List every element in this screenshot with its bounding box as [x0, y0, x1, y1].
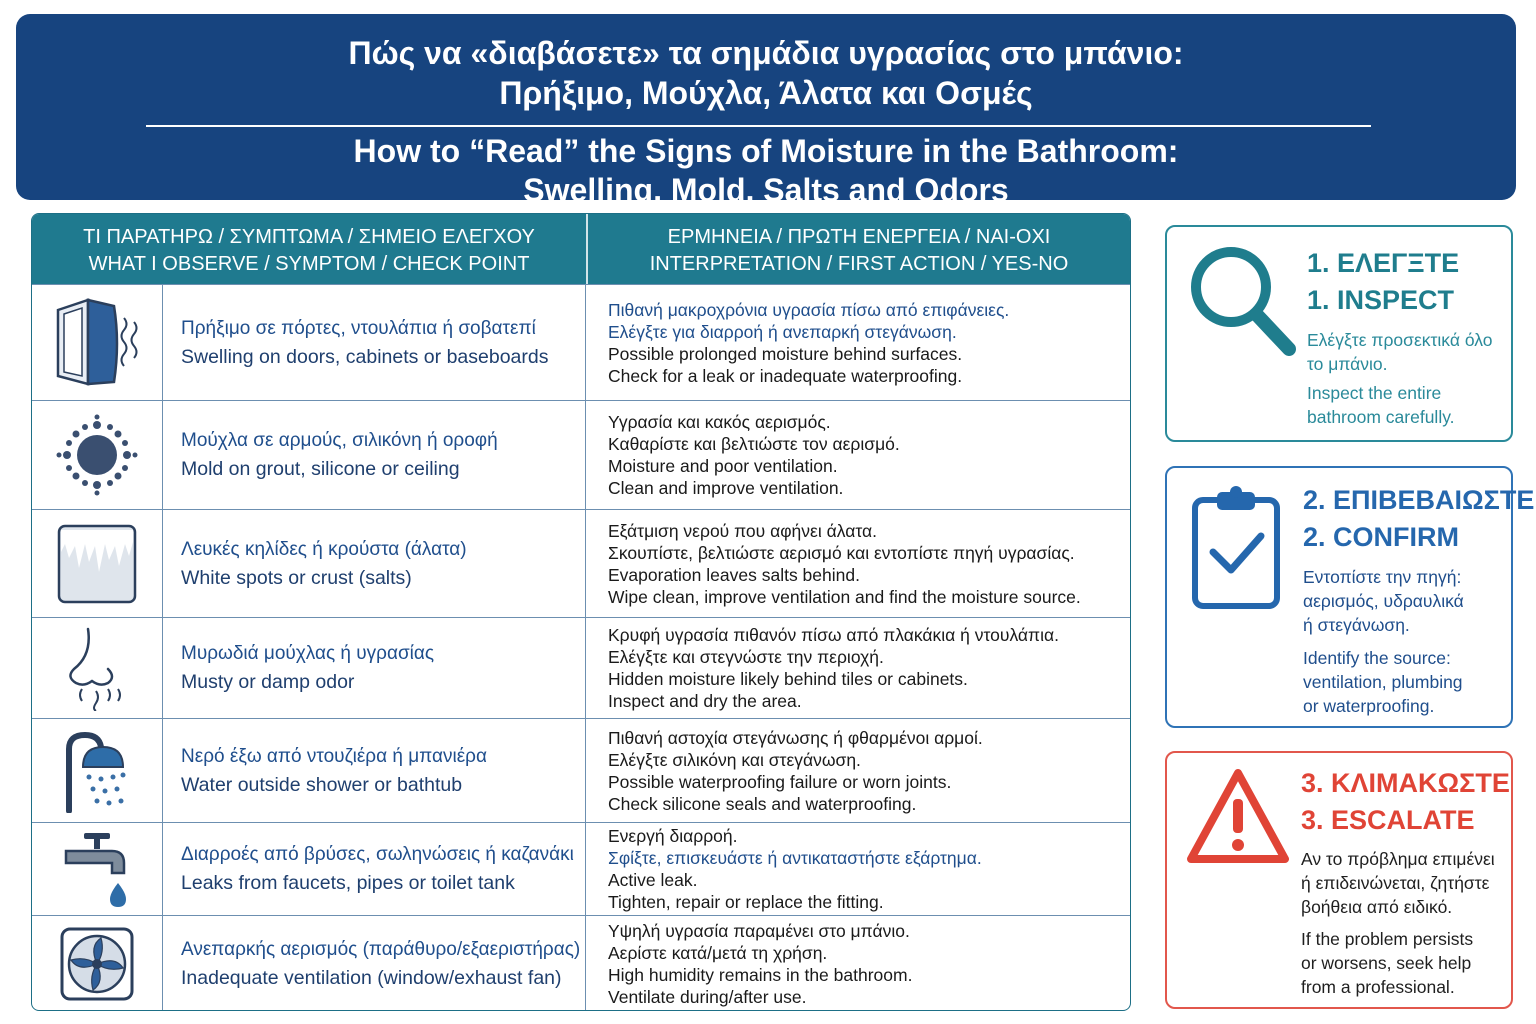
- clipboard-check-icon: [1189, 484, 1285, 612]
- step-text-greek-2: το μπάνιο.: [1307, 354, 1388, 374]
- salt-crust-icon: [55, 522, 139, 606]
- symptom-greek: Μούχλα σε αρμούς, σιλικόνη ή οροφή: [181, 430, 498, 451]
- title-english-line1: How to “Read” the Signs of Moisture in the Bathroom:: [353, 133, 1179, 169]
- step-text-english-1: Inspect the entire: [1307, 383, 1442, 403]
- step-text-greek-1: Ελέγξτε προσεκτικά όλο: [1307, 330, 1493, 350]
- symptom-english: Water outside shower or bathtub: [181, 773, 463, 796]
- action-cell: [586, 719, 1131, 822]
- action-greek-1: Πιθανή αστοχία στεγάνωσης ή φθαρμένοι αρμοί.: [608, 727, 983, 748]
- symptom-greek: Μυρωδιά μούχλας ή υγρασίας: [181, 643, 435, 664]
- row-icon-cell: [32, 719, 163, 822]
- title-divider: [146, 125, 1371, 127]
- action-english-1: Possible waterproofing failure or worn joints.: [608, 771, 952, 792]
- action-greek-2: Ελέγξτε για διαρροή ή ανεπαρκή στεγάνωση.: [608, 321, 957, 342]
- table-row: [32, 617, 1130, 718]
- symptom-cell: [163, 618, 586, 718]
- action-greek-2: Σκουπίστε, βελτιώστε αερισμό και εντοπίστε πηγή υγρασίας.: [608, 542, 1075, 563]
- step-title-english: 1. INSPECT: [1307, 285, 1455, 315]
- step-card-escalate: [1165, 751, 1513, 1009]
- symptom-cell: [163, 401, 586, 509]
- action-greek-1: Ενεργή διαρροή.: [608, 826, 738, 846]
- table-header: [32, 214, 1130, 284]
- symptom-english: Musty or damp odor: [181, 671, 355, 693]
- action-english-1: Possible prolonged moisture behind surfaces.: [608, 343, 963, 364]
- step-text-english: [1301, 927, 1511, 999]
- symptom-english: Swelling on doors, cabinets or baseboards: [181, 345, 549, 368]
- step-text-english-1: If the problem persists: [1301, 929, 1474, 949]
- step-text-greek: [1307, 328, 1507, 376]
- step-text-greek: [1301, 847, 1511, 919]
- action-greek-1: Πιθανή μακροχρόνια υγρασία πίσω από επιφάνειες.: [608, 299, 1010, 320]
- action-english-2: Ventilate during/after use.: [608, 987, 807, 1007]
- step-text-english: [1307, 381, 1507, 429]
- row-icon-cell: [32, 618, 163, 718]
- step-text-greek-1: Αν το πρόβλημα επιμένει: [1301, 849, 1495, 869]
- action-greek-2: Ελέγξτε και στεγνώστε την περιοχή.: [608, 647, 884, 667]
- step-text-english-2: or worsens, seek help: [1301, 953, 1472, 973]
- title-greek-line2: Πρήξιμο, Μούχλα, Άλατα και Οσμές: [499, 75, 1033, 111]
- step-card-inspect: [1165, 225, 1513, 442]
- step-text-greek-1: Εντοπίστε την πηγή:: [1303, 567, 1462, 587]
- column-header-symptom: [32, 224, 586, 278]
- symptom-english: Inadequate ventilation (window/exhaust fan): [181, 967, 562, 989]
- table-row: [32, 822, 1130, 915]
- step-title-greek: 2. ΕΠΙΒΕΒΑΙΩΣΤΕ: [1303, 485, 1535, 515]
- step-text-english: [1303, 646, 1508, 718]
- step-title: [1303, 482, 1534, 556]
- step-text-greek-3: βοήθεια από ειδικό.: [1301, 897, 1453, 917]
- column-header-action-english: INTERPRETATION / FIRST ACTION / YES-NO: [649, 253, 1069, 275]
- step-title-greek: 1. ΕΛΕΓΞΤΕ: [1307, 248, 1460, 278]
- step-title-greek: 3. ΚΛΙΜΑΚΩΣΤΕ: [1301, 768, 1510, 798]
- action-greek-1: Κρυφή υγρασία πιθανόν πίσω από πλακάκια ή ντουλάπια.: [608, 625, 1059, 645]
- title-english-line2: Swelling, Mold, Salts and Odors: [523, 172, 1009, 208]
- step-card-confirm: [1165, 466, 1535, 728]
- nose-odor-icon: [62, 625, 132, 711]
- action-greek-1: Υγρασία και κακός αερισμός.: [608, 412, 831, 432]
- action-english-2: Check for a leak or inadequate waterproofing.: [608, 365, 963, 386]
- symptom-english: White spots or crust (salts): [181, 566, 412, 589]
- action-english-2: Check silicone seals and waterproofing.: [608, 793, 917, 814]
- action-english-2: Wipe clean, improve ventilation and find the moisture source.: [608, 586, 1081, 607]
- action-english-1: Active leak.: [608, 870, 698, 890]
- table-row: [32, 400, 1130, 509]
- row-icon-cell: [32, 285, 163, 400]
- mold-spores-icon: [55, 413, 139, 497]
- row-icon-cell: [32, 401, 163, 509]
- magnifier-icon: [1187, 243, 1299, 361]
- swollen-door-icon: [52, 296, 142, 390]
- step-text-english-3: from a professional.: [1301, 977, 1455, 997]
- step-title: [1301, 765, 1510, 839]
- table-row: [32, 915, 1130, 1011]
- step-text-greek-2: αερισμός, υδραυλικά: [1303, 591, 1464, 611]
- step-text-english-2: bathroom carefully.: [1307, 407, 1455, 427]
- symptom-cell: [163, 719, 586, 822]
- step-title-english: 2. CONFIRM: [1303, 522, 1460, 552]
- action-english-2: Clean and improve ventilation.: [608, 478, 844, 498]
- action-cell: [586, 823, 1131, 915]
- action-cell: [586, 510, 1131, 617]
- column-header-action: [586, 224, 1131, 278]
- warning-triangle-icon: [1185, 767, 1291, 867]
- shower-head-icon: [59, 729, 135, 813]
- table-row: [32, 509, 1130, 617]
- symptom-english: Mold on grout, silicone or ceiling: [181, 458, 460, 480]
- action-english-1: Moisture and poor ventilation.: [608, 456, 838, 476]
- action-greek-2: Σφίξτε, επισκευάστε ή αντικαταστήστε εξάρτημα.: [608, 848, 982, 868]
- step-text-english-3: or waterproofing.: [1303, 696, 1435, 716]
- action-greek-1: Υψηλή υγρασία παραμένει στο μπάνιο.: [608, 921, 910, 941]
- action-cell: [586, 285, 1131, 400]
- table-row: [32, 718, 1130, 822]
- symptom-greek: Νερό έξω από ντουζιέρα ή μπανιέρα: [181, 745, 487, 767]
- title-greek-line1: Πώς να «διαβάσετε» τα σημάδια υγρασίας στο μπάνιο:: [348, 35, 1184, 71]
- action-greek-2: Αερίστε κατά/μετά τη χρήση.: [608, 943, 828, 963]
- action-english-1: High humidity remains in the bathroom.: [608, 965, 913, 985]
- exhaust-fan-icon: [59, 926, 135, 1002]
- step-text-english-1: Identify the source:: [1303, 648, 1451, 668]
- table-row: [32, 284, 1130, 400]
- action-english-2: Tighten, repair or replace the fitting.: [608, 892, 884, 912]
- action-greek-2: Καθαρίστε και βελτιώστε τον αερισμό.: [608, 434, 900, 454]
- action-cell: [586, 618, 1131, 718]
- symptom-table: [31, 213, 1131, 1011]
- symptom-english: Leaks from faucets, pipes or toilet tank: [181, 872, 515, 894]
- step-text-greek-3: ή στεγάνωση.: [1303, 615, 1410, 635]
- action-cell: [586, 916, 1131, 1011]
- step-text-greek: [1303, 565, 1508, 637]
- symptom-cell: [163, 510, 586, 617]
- step-title-english: 3. ESCALATE: [1301, 805, 1475, 835]
- step-text-greek-2: ή επιδεινώνεται, ζητήστε: [1301, 873, 1490, 893]
- action-english-2: Inspect and dry the area.: [608, 691, 802, 711]
- action-english-1: Hidden moisture likely behind tiles or cabinets.: [608, 669, 968, 689]
- action-greek-1: Εξάτμιση νερού που αφήνει άλατα.: [608, 520, 877, 541]
- symptom-greek: Λευκές κηλίδες ή κρούστα (άλατα): [181, 538, 467, 560]
- symptom-greek: Πρήξιμο σε πόρτες, ντουλάπια ή σοβατεπί: [181, 317, 536, 339]
- step-title: [1307, 245, 1459, 319]
- row-icon-cell: [32, 823, 163, 915]
- column-header-symptom-greek: ΤΙ ΠΑΡΑΤΗΡΩ / ΣΥΜΠΤΩΜΑ / ΣΗΜΕΙΟ ΕΛΕΓΧΟΥ: [83, 226, 535, 248]
- symptom-cell: [163, 285, 586, 400]
- action-greek-2: Ελέγξτε σιλικόνη και στεγάνωση.: [608, 749, 861, 770]
- symptom-greek: Διαρροές από βρύσες, σωληνώσεις ή καζανάκι: [181, 844, 574, 865]
- header-banner: [16, 14, 1516, 208]
- symptom-greek: Ανεπαρκής αερισμός (παράθυρο/εξαεριστήρας): [181, 939, 581, 960]
- dripping-faucet-icon: [62, 829, 132, 909]
- action-english-1: Evaporation leaves salts behind.: [608, 564, 860, 585]
- column-header-action-greek: ΕΡΜΗΝΕΙΑ / ΠΡΩΤΗ ΕΝΕΡΓΕΙΑ / ΝΑΙ-ΟΧΙ: [667, 226, 1051, 248]
- symptom-cell: [163, 823, 586, 915]
- step-text-english-2: ventilation, plumbing: [1303, 672, 1463, 692]
- column-header-symptom-english: WHAT I OBSERVE / SYMPTOM / CHECK POINT: [88, 253, 530, 275]
- row-icon-cell: [32, 916, 163, 1011]
- row-icon-cell: [32, 510, 163, 617]
- symptom-cell: [163, 916, 586, 1011]
- action-cell: [586, 401, 1131, 509]
